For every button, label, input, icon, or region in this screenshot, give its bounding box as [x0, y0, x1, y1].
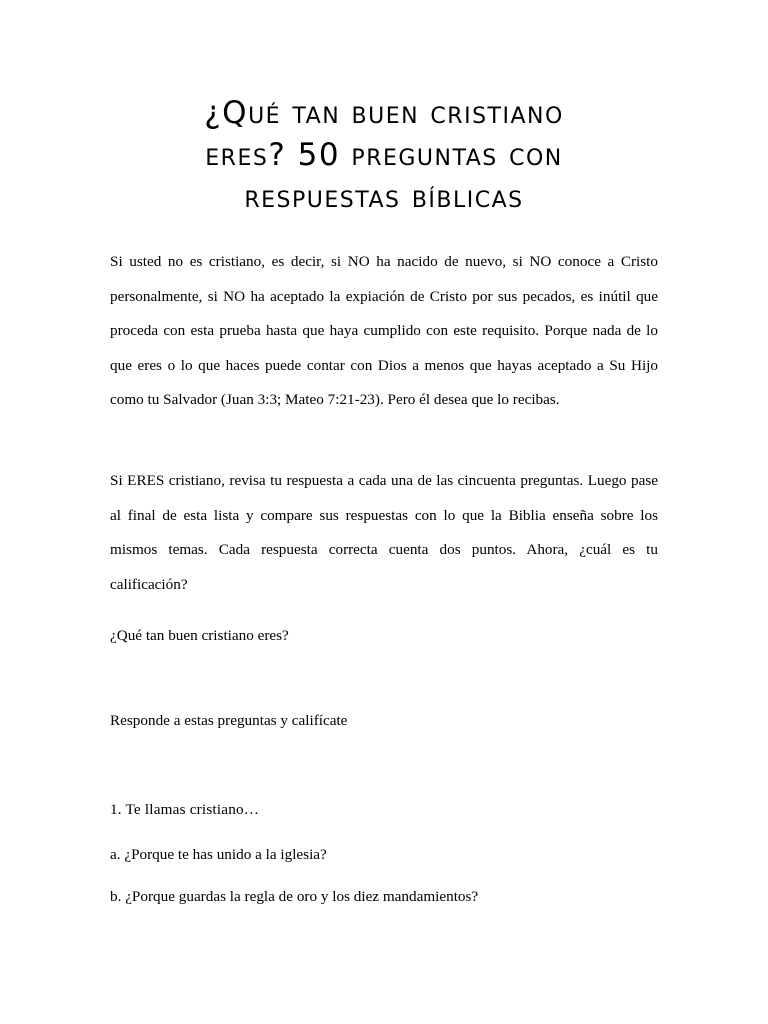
document-title	[90, 92, 678, 218]
christian-paragraph: Si ERES cristiano, revisa tu respuesta a cada una de las cincuenta preguntas. Luego pase al final de esta lista y compare sus respuestas con lo que la Biblia enseña sobre los mismos temas. Cada respuesta correcta cuenta dos puntos. Ahora, ¿cuál es tu calificación?	[110, 472, 658, 593]
question-heading: ¿Qué tan buen cristiano eres?	[110, 627, 289, 644]
title-line-3: respuestas bíblicas	[244, 179, 524, 215]
intro-paragraph: Si usted no es cristiano, es decir, si NO ha nacido de nuevo, si NO conoce a Cristo personalmente, si NO ha aceptado la expiación de Cristo por sus pecados, es inútil que proceda con esta prueba hasta que haya cumplido con este requisito. Porque nada de lo que eres o lo que haces puede contar con Dios a menos que hayas aceptado a Su Hijo como tu Salvador (Juan 3:3; Mateo 7:21-23). Pero él desea que lo recibas.	[110, 253, 658, 408]
instruction-text: Responde a estas preguntas y califícate	[110, 712, 348, 729]
title-line-1: ¿Qué tan buen cristiano	[204, 95, 564, 131]
title-line-2: eres? 50 preguntas con	[205, 137, 563, 173]
answer-option-a: a. ¿Porque te has unido a la iglesia?	[110, 846, 327, 863]
answer-option-b: b. ¿Porque guardas la regla de oro y los diez mandamientos?	[110, 888, 479, 905]
question-item-1: 1. Te llamas cristiano…	[110, 801, 260, 818]
